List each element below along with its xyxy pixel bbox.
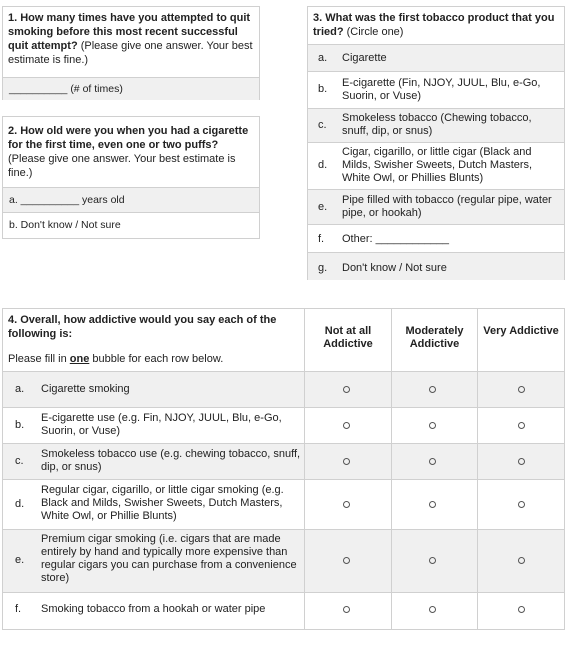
bubble-a-not-at-all[interactable] (343, 386, 350, 393)
column-divider (391, 309, 392, 629)
column-header-not-at-all: Not at all Addictive (323, 325, 373, 350)
question-3-prompt: 3. What was the first tobacco product that you tried? (Circle one) (313, 12, 555, 38)
question-2-prompt: 2. How old were you when you had a cigarette for the first time, even one or two puffs? (Please give one answer. Your best estimate is fine.) (8, 125, 249, 179)
bubble-b-very[interactable] (518, 422, 525, 429)
row-label: E-cigarette use (e.g. Fin, NJOY, JUUL, Blu, e-Go, Suorin, or Vuse) (41, 412, 282, 437)
column-divider (304, 309, 305, 629)
column-header-very: Very Addictive (483, 325, 559, 337)
question-3-option-c[interactable]: c. Smokeless tobacco (Chewing tobacco, snuff, dip, or snus) (308, 108, 564, 142)
bubble-f-moderately[interactable] (429, 606, 436, 613)
bubble-c-moderately[interactable] (429, 458, 436, 465)
row-letter: f. (15, 603, 22, 615)
row-label: Smoking tobacco from a hookah or water pipe (41, 603, 266, 615)
row-letter: b. (15, 419, 25, 431)
bubble-b-moderately[interactable] (429, 422, 436, 429)
row-letter: e. (15, 554, 25, 566)
question-1-prompt: 1. How many times have you attempted to quit smoking before this most recent successful quit attempt? (Please give one answer. Your best estimate is fine.) (8, 12, 253, 66)
question-3-option-e[interactable]: e. Pipe filled with tobacco (regular pipe, water pipe, or hookah) (308, 189, 564, 224)
question-2-option-a[interactable]: a. __________ years old (3, 187, 259, 212)
question-3 (307, 6, 565, 280)
question-4-prompt: 4. Overall, how addictive would you say each of the following is: (8, 314, 277, 340)
question-4 (2, 308, 565, 630)
bubble-c-not-at-all[interactable] (343, 458, 350, 465)
row-label: Cigarette smoking (41, 383, 130, 395)
bubble-a-very[interactable] (518, 386, 525, 393)
bubble-e-not-at-all[interactable] (343, 557, 350, 564)
bubble-b-not-at-all[interactable] (343, 422, 350, 429)
bubble-c-very[interactable] (518, 458, 525, 465)
question-3-option-d[interactable]: d. Cigar, cigarillo, or little cigar (Black and Milds, Swisher Sweets, Dutch Masters, White Owl, or Phillies Blunts) (308, 142, 564, 189)
question-2 (2, 116, 260, 239)
times-answer-line[interactable]: __________ (# of times) (9, 83, 123, 95)
bubble-a-moderately[interactable] (429, 386, 436, 393)
question-4-instruction: Please fill in one bubble for each row below. (8, 353, 224, 365)
question-3-option-g[interactable]: g. Don't know / Not sure (308, 252, 564, 280)
row-label: Smokeless tobacco use (e.g. chewing tobacco, snuff, dip, or snus) (41, 448, 301, 473)
bubble-d-not-at-all[interactable] (343, 501, 350, 508)
question-3-option-b[interactable]: b. E-cigarette (Fin, NJOY, JUUL, Blu, e-Go, Suorin, or Vuse) (308, 71, 564, 108)
column-header-moderately: Moderately Addictive (405, 325, 464, 350)
question-1-answer-row[interactable] (3, 77, 259, 100)
row-label: Premium cigar smoking (i.e. cigars that are made entirely by hand and typically more expensive than regular cigars you can purchase from a convenience store) (41, 533, 297, 584)
bubble-e-moderately[interactable] (429, 557, 436, 564)
question-3-option-f[interactable]: f. Other: ____________ (308, 224, 564, 252)
column-divider (477, 309, 478, 629)
bubble-d-very[interactable] (518, 501, 525, 508)
question-1 (2, 6, 260, 100)
bubble-f-not-at-all[interactable] (343, 606, 350, 613)
bubble-e-very[interactable] (518, 557, 525, 564)
row-letter: d. (15, 498, 25, 510)
question-2-option-b[interactable]: b. Don't know / Not sure (3, 212, 259, 239)
row-letter: a. (15, 383, 25, 395)
question-3-option-a[interactable]: a. Cigarette (308, 44, 564, 71)
row-label: Regular cigar, cigarillo, or little cigar smoking (e.g. Black and Milds, Swisher Sweets, Dutch Masters, White Owl, or Phillie Blunts) (41, 484, 284, 522)
bubble-d-moderately[interactable] (429, 501, 436, 508)
bubble-f-very[interactable] (518, 606, 525, 613)
row-letter: c. (15, 455, 24, 467)
